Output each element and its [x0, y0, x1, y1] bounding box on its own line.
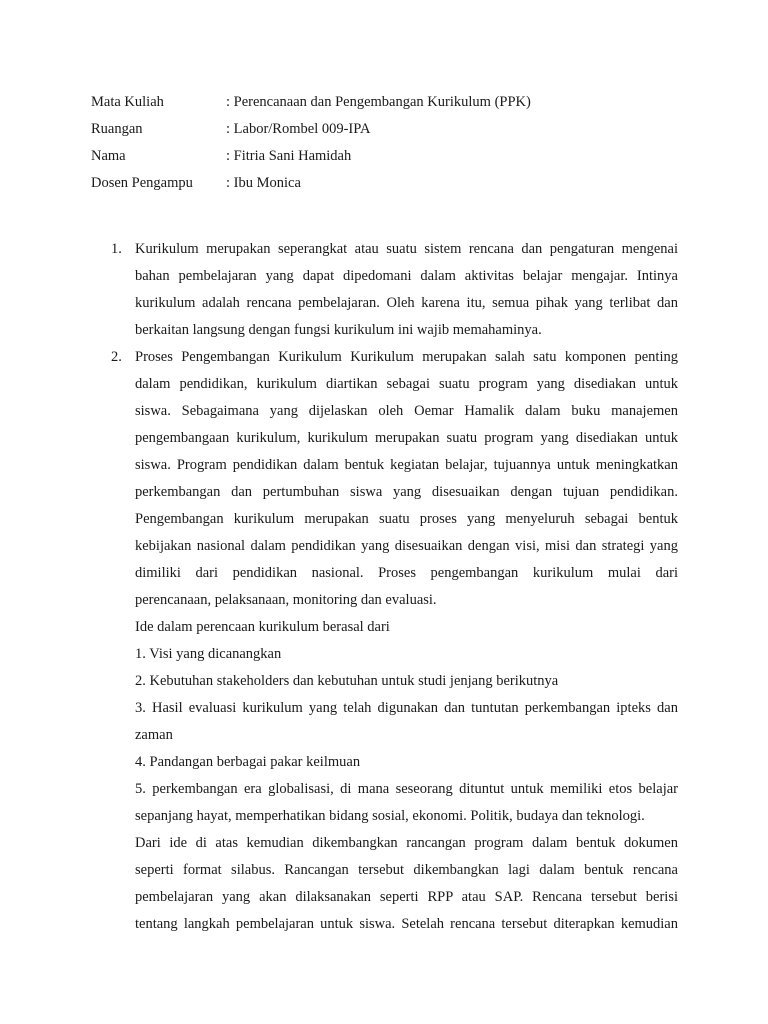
- idea-source-line: 3. Hasil evaluasi kurikulum yang telah digunakan dan tuntutan perkembangan ipteks dan: [135, 700, 678, 716]
- idea-source-line: zaman: [135, 727, 173, 743]
- paragraph-line: berkaitan langsung dengan fungsi kurikulum ini wajib memahaminya.: [135, 322, 542, 338]
- name-value: : Fitria Sani Hamidah: [226, 148, 352, 164]
- paragraph-line: kebijakan nasional dalam pendidikan yang disesuaikan dengan visi, misi dan strategi yang: [135, 538, 678, 554]
- paragraph-line: bahan pembelajaran yang dapat dipedomani dalam aktivitas belajar mengajar. Intinya: [135, 268, 678, 284]
- paragraph-line: seperti format silabus. Rancangan tersebut dikembangkan lagi dalam bentuk rencana: [135, 862, 678, 878]
- idea-source-line: sepanjang hayat, memperhatikan bidang sosial, ekonomi. Politik, budaya dan teknologi.: [135, 808, 645, 824]
- idea-source-line: 4. Pandangan berbagai pakar keilmuan: [135, 754, 361, 770]
- idea-source-line: 5. perkembangan era globalisasi, di mana seseorang dituntut untuk memiliki etos belajar: [135, 781, 678, 797]
- paragraph-line: Ide dalam perencaan kurikulum berasal dari: [135, 619, 390, 635]
- paragraph-line: siswa. Program pendidikan dalam bentuk kegiatan belajar, tujuannya untuk meningkatkan: [135, 457, 678, 473]
- paragraph-line: pembelajaran yang akan dilaksanakan seperti RPP atau SAP. Rencana tersebut berisi: [135, 889, 678, 905]
- lecturer-value: : Ibu Monica: [226, 175, 301, 191]
- course-label: Mata Kuliah: [91, 94, 164, 110]
- paragraph-line: tentang langkah pembelajaran untuk siswa. Setelah rencana tersebut diterapkan kemudian: [135, 916, 678, 932]
- lecturer-label: Dosen Pengampu: [91, 175, 193, 191]
- paragraph-line: perkembangan dan pertumbuhan siswa yang disesuaikan dengan tujuan pendidikan.: [135, 484, 678, 500]
- idea-source-line: 2. Kebutuhan stakeholders dan kebutuhan untuk studi jenjang berikutnya: [135, 673, 559, 689]
- paragraph-line: siswa. Sebagaimana yang dijelaskan oleh Oemar Hamalik dalam buku manajemen: [135, 403, 678, 419]
- list-number: 1.: [111, 241, 122, 257]
- paragraph-line: pengembangaan kurikulum, kurikulum merupakan suatu program yang disediakan untuk: [135, 430, 678, 446]
- paragraph-line: Pengembangan kurikulum merupakan suatu proses yang menyeluruh sebagai bentuk: [135, 511, 678, 527]
- room-value: : Labor/Rombel 009-IPA: [226, 121, 371, 137]
- paragraph-line: kurikulum adalah rencana pembelajaran. Oleh karena itu, semua pihak yang terlibat dan: [135, 295, 678, 311]
- idea-source-line: 1. Visi yang dicanangkan: [135, 646, 282, 662]
- paragraph-line: dalam pendidikan, kurikulum diartikan sebagai suatu program yang disediakan untuk: [135, 376, 678, 392]
- paragraph-line: Kurikulum merupakan seperangkat atau suatu sistem rencana dan pengaturan mengenai: [135, 241, 678, 257]
- list-number: 2.: [111, 349, 122, 365]
- room-label: Ruangan: [91, 121, 143, 137]
- name-label: Nama: [91, 148, 126, 164]
- paragraph-line: dimiliki dari pendidikan nasional. Proses pengembangan kurikulum mulai dari: [135, 565, 678, 581]
- paragraph-line: perencanaan, pelaksanaan, monitoring dan evaluasi.: [135, 592, 437, 608]
- paragraph-line: Proses Pengembangan Kurikulum Kurikulum merupakan salah satu komponen penting: [135, 349, 678, 365]
- course-value: : Perencanaan dan Pengembangan Kurikulum (PPK): [226, 94, 531, 110]
- paragraph-line: Dari ide di atas kemudian dikembangkan rancangan program dalam bentuk dokumen: [135, 835, 678, 851]
